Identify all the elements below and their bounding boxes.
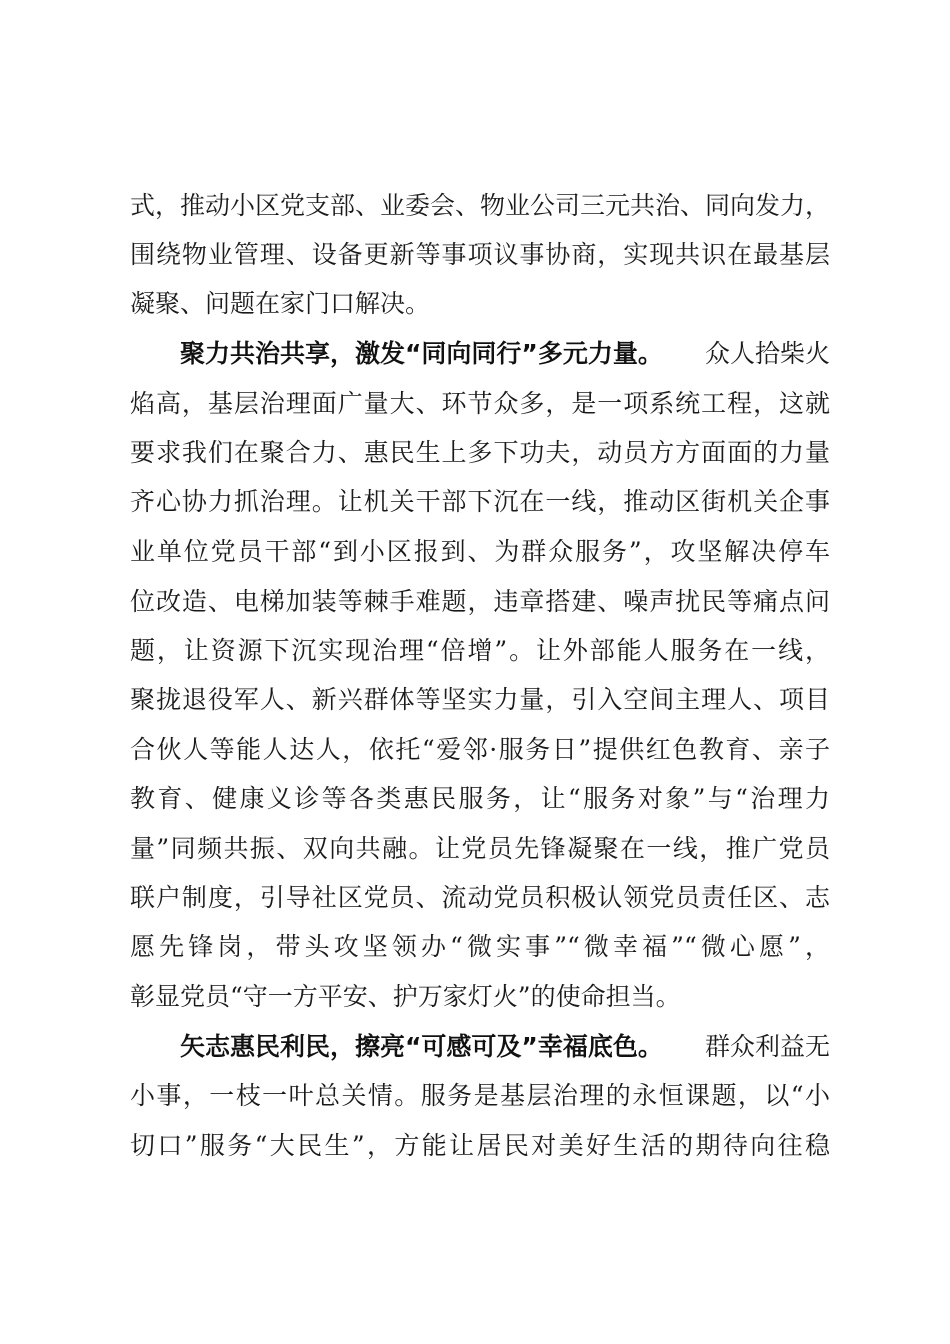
paragraph-2-first-line [180,334,830,374]
paragraph-2-line-6: 位改造、电梯加装等棘手难题，违章搭建、噪声扰民等痛点问 [130,587,830,616]
paragraph-2-line-2: 焰高，基层治理面广量大、环节众多，是一项系统工程，这就 [130,389,830,418]
paragraph-3-heading: 矢志惠民利民，擦亮“可感可及”幸福底色。 [180,1032,663,1061]
paragraph-2-line-12: 联户制度，引导社区党员、流动党员积极认领党员责任区、志 [130,883,830,912]
paragraph-2-line-4: 齐心协力抓治理。让机关干部下沉在一线，推动区街机关企事 [130,487,830,516]
paragraph-3-line-2: 小事，一枝一叶总关情。服务是基层治理的永恒课题，以“小 [130,1081,830,1110]
paragraph-2-line-10: 教育、健康义诊等各类惠民服务，让“服务对象”与“治理力 [130,784,830,813]
paragraph-2-line-7: 题，让资源下沉实现治理“倍增”。让外部能人服务在一线， [130,636,830,665]
paragraph-2-heading: 聚力共治共享，激发“同向同行”多元力量。 [180,339,663,368]
paragraph-2-line-11: 量”同频共振、双向共融。让党员先锋凝聚在一线，推广党员 [130,834,830,863]
paragraph-1-line-1: 式，推动小区党支部、业委会、物业公司三元共治、同向发力， [130,191,831,220]
paragraph-2-line-9: 合伙人等能人达人，依托“爱邻·服务日”提供红色教育、亲子 [130,735,830,764]
paragraph-1-line-2: 围绕物业管理、设备更新等事项议事协商，实现共识在最基层 [130,240,830,269]
paragraph-3-first-line [180,1027,830,1067]
paragraph-2-line-3: 要求我们在聚合力、惠民生上多下功夫，动员方方面面的力量 [130,438,830,467]
paragraph-2-line-13: 愿先锋岗，带头攻坚领办“微实事”“微幸福”“微心愿”， [130,932,830,961]
paragraph-3-first-line-rest: 群众利益无 [704,1032,830,1061]
paragraph-2-line-8: 聚拢退役军人、新兴群体等坚实力量，引入空间主理人、项目 [130,685,830,714]
paragraph-2-first-line-rest: 众人拾柴火 [704,339,830,368]
paragraph-1-line-3: 凝聚、问题在家门口解决。 [130,289,431,318]
paragraph-2-line-5: 业单位党员干部“到小区报到、为群众服务”，攻坚解决停车 [130,537,830,566]
paragraph-3-line-3: 切口”服务“大民生”，方能让居民对美好生活的期待向往稳 [130,1131,830,1160]
paragraph-2-line-14: 彰显党员“守一方平安、护万家灯火”的使命担当。 [130,982,681,1011]
